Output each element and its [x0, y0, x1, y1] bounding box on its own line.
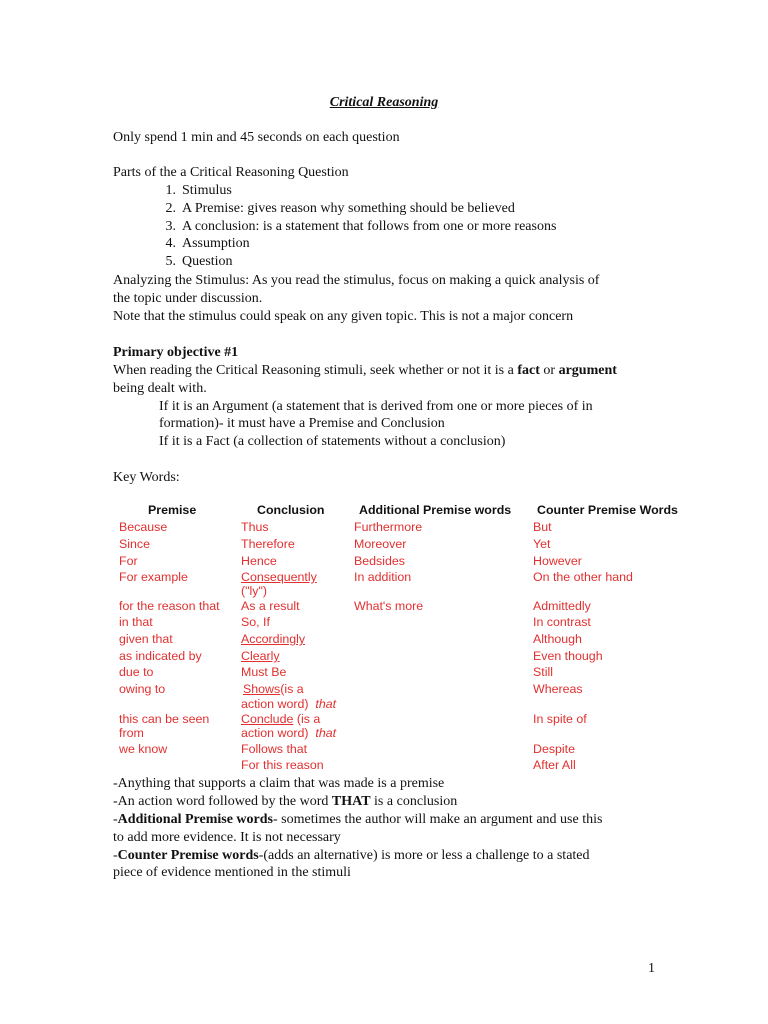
- premise-word: owing to: [119, 682, 166, 696]
- counter-word: Although: [533, 632, 582, 646]
- additional-word: Furthermore: [354, 520, 423, 534]
- counter-word: Despite: [533, 742, 576, 756]
- parts-list: [154, 182, 556, 271]
- conclusion-word: As a result: [241, 599, 300, 613]
- note-line: Note that the stimulus could speak on any given topic. This is not a major concern: [113, 309, 574, 324]
- objective-line-2: being dealt with.: [113, 381, 207, 396]
- conclusion-word: Consequently: [241, 570, 317, 584]
- key-words-label: Key Words:: [113, 470, 180, 485]
- page-title: Critical Reasoning: [329, 95, 439, 110]
- conclusion-word: Hence: [241, 554, 277, 568]
- page-number: 1: [648, 961, 655, 976]
- premise-word: for the reason that: [119, 599, 220, 613]
- conclusion-word: Thus: [241, 520, 269, 534]
- premise-word: we know: [119, 742, 168, 756]
- argument-line-1: If it is an Argument (a statement that is derived from one or more pieces of in: [159, 399, 593, 414]
- conclusion-word: For this reason: [241, 758, 324, 772]
- counter-word: Even though: [533, 649, 603, 663]
- counter-word: Yet: [533, 537, 551, 551]
- conclusion-word: Shows(is a: [243, 682, 304, 696]
- objective-heading: Primary objective #1: [113, 345, 239, 360]
- conclusion-word: ("ly"): [241, 584, 267, 598]
- conclusion-word: Follows that: [241, 742, 308, 756]
- premise-word: given that: [119, 632, 173, 646]
- objective-line-1: When reading the Critical Reasoning stimuli, seek whether or not it is a fact or argument: [113, 363, 617, 378]
- counter-word: However: [533, 554, 582, 568]
- analyzing-line-1: Analyzing the Stimulus: As you read the stimulus, focus on making a quick analysis of: [113, 273, 600, 288]
- list-item: 4. Assumption: [165, 236, 250, 252]
- premise-word: For example: [119, 570, 188, 584]
- intro-text: Only spend 1 min and 45 seconds on each question: [113, 130, 400, 145]
- conclusion-word: Must Be: [241, 665, 287, 679]
- table-header-conclusion: Conclusion: [257, 503, 325, 517]
- premise-word: in that: [119, 615, 153, 629]
- premise-word: due to: [119, 665, 154, 679]
- list-item: 1. Stimulus: [165, 183, 232, 198]
- premise-word: Since: [119, 537, 150, 551]
- counter-word: Whereas: [533, 682, 583, 696]
- additional-word: Moreover: [354, 537, 407, 551]
- additional-word: In addition: [354, 570, 412, 584]
- fact-line: If it is a Fact (a collection of statements without a conclusion): [159, 434, 506, 449]
- premise-word: as indicated by: [119, 649, 202, 663]
- counter-word: Admittedly: [533, 599, 591, 613]
- conclusion-word: Clearly: [241, 649, 280, 663]
- premise-word: this can be seen: [119, 712, 210, 726]
- parts-heading: Parts of the a Critical Reasoning Question: [113, 165, 349, 180]
- conclusion-word: Conclude (is a: [241, 712, 321, 726]
- counter-word: After All: [533, 758, 576, 772]
- note-counter-line-2: piece of evidence mentioned in the stimuli: [113, 865, 351, 880]
- premise-word: Because: [119, 520, 168, 534]
- note-additional-line-2: to add more evidence. It is not necessary: [113, 830, 341, 845]
- additional-word: Bedsides: [354, 554, 405, 568]
- premise-word: from: [119, 726, 144, 740]
- conclusion-word: So, If: [241, 615, 270, 629]
- note-counter-line-1: -Counter Premise words-(adds an alternative) is more or less a challenge to a stated: [113, 848, 590, 863]
- conclusion-word: action word) that: [241, 726, 337, 740]
- premise-word: For: [119, 554, 138, 568]
- counter-word: In spite of: [533, 712, 587, 726]
- table-header-additional: Additional Premise words: [359, 503, 512, 517]
- note-conclusion: -An action word followed by the word THAT is a conclusion: [113, 794, 458, 809]
- list-item: 2. A Premise: gives reason why something should be believed: [165, 200, 515, 216]
- counter-word: In contrast: [533, 615, 591, 629]
- additional-word: What's more: [354, 599, 424, 613]
- conclusion-word: action word) that: [241, 697, 337, 711]
- table-header-counter: Counter Premise Words: [537, 503, 678, 517]
- counter-word: On the other hand: [533, 570, 633, 584]
- counter-word: Still: [533, 665, 553, 679]
- argument-line-2: formation)- it must have a Premise and Conclusion: [159, 416, 445, 431]
- list-item: 3. A conclusion: is a statement that follows from one or more reasons: [165, 218, 557, 234]
- note-premise: -Anything that supports a claim that was made is a premise: [113, 776, 445, 791]
- conclusion-word: Accordingly: [241, 632, 306, 646]
- analyzing-line-2: the topic under discussion.: [113, 291, 263, 306]
- counter-word: But: [533, 520, 552, 534]
- note-additional-line-1: -Additional Premise words- sometimes the author will make an argument and use this: [113, 812, 603, 827]
- list-item: 5. Question: [165, 254, 233, 270]
- conclusion-word: Therefore: [241, 537, 295, 551]
- table-header-premise: Premise: [148, 503, 197, 517]
